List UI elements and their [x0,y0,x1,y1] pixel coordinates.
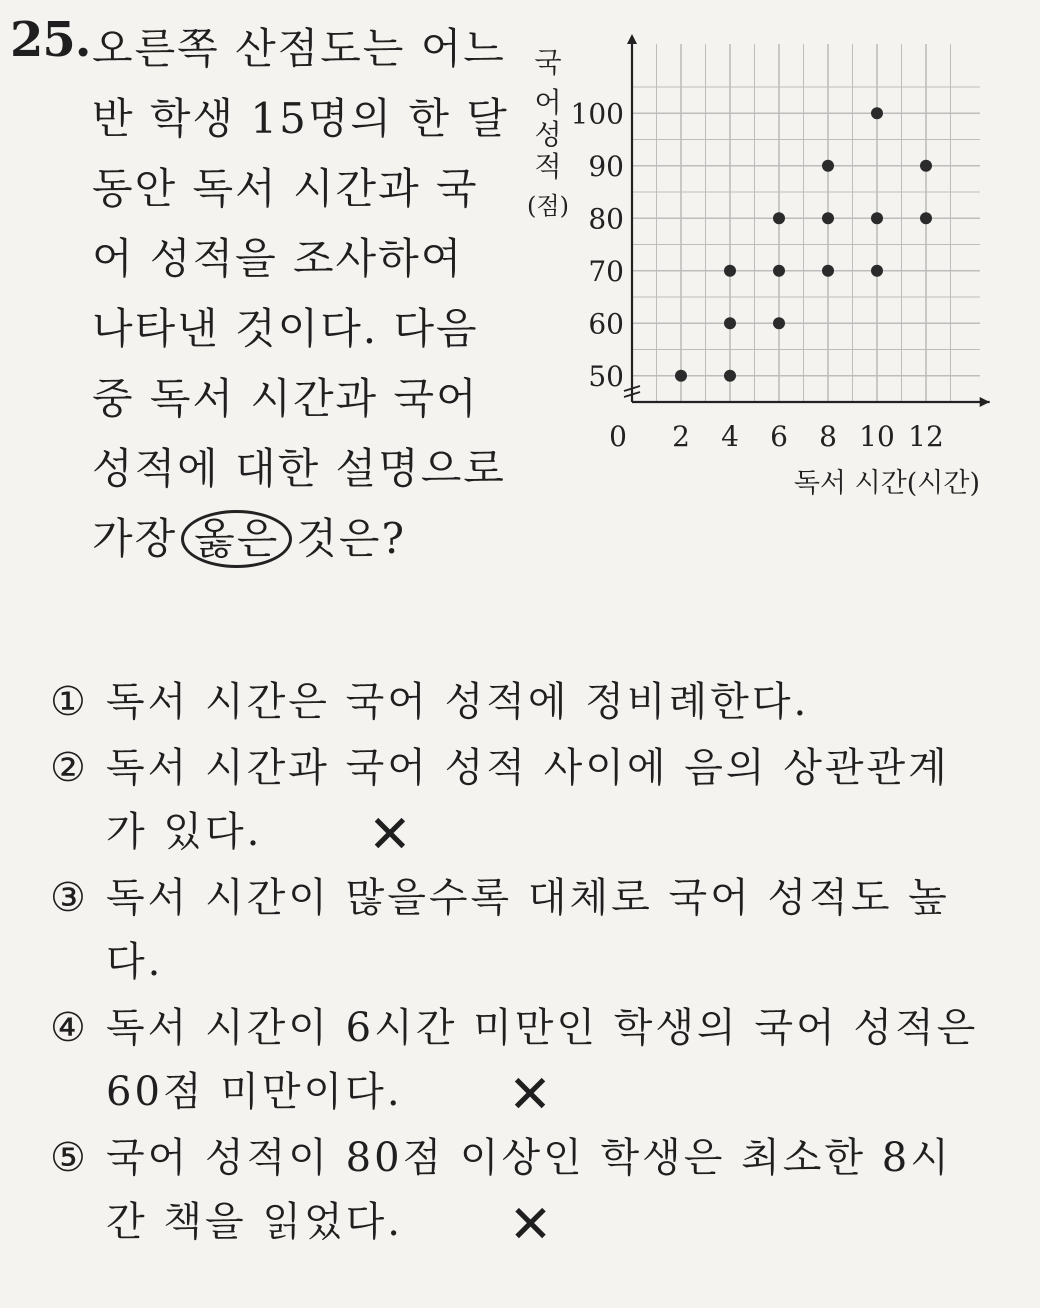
x-tick-label: 8 [819,420,837,453]
y-axis-label-char: 국 [534,46,562,79]
data-point [773,265,785,277]
y-axis-arrow [627,34,637,44]
answer-options [50,670,1010,1256]
stem-line: 어 성적을 조사하여 [92,234,464,283]
option-number: ③ [50,875,86,921]
y-axis-label-char: 성 [534,118,562,151]
x-tick-label: 10 [859,420,895,453]
stem-line: 동안 독서 시간과 국 [92,164,479,213]
option-1[interactable] [50,670,1010,734]
stem-line: 오른쪽 산점도는 어느 [92,24,506,73]
data-point [822,160,834,172]
option-3[interactable] [50,866,1010,994]
question-number: 25. [10,12,91,68]
option-2[interactable] [50,736,1010,864]
data-point [920,212,932,224]
x-axis-label: 독서 시간(시간) [793,468,980,499]
option-text [106,1126,1010,1254]
stem-line: 나타낸 것이다. 다음 [92,304,479,353]
data-point [724,370,736,382]
data-point [920,160,932,172]
data-point [822,212,834,224]
x-tick-label: 2 [672,420,690,453]
x-tick-label: 0 [609,420,627,453]
circled-word: 옳은 [181,510,292,568]
data-point [871,212,883,224]
option-text-line1: 독서 시간과 국어 성적 사이에 음의 상관관계 [106,745,950,791]
stem-suffix: 것은? [296,514,406,563]
option-text [106,996,1010,1124]
data-point [675,370,687,382]
data-point [871,265,883,277]
stem-last-line [92,504,532,574]
x-tick-label: 6 [770,420,788,453]
stem-line: 반 학생 15명의 한 달 [92,94,509,143]
data-point [773,317,785,329]
x-tick-label: 4 [721,420,739,453]
data-point [871,107,883,119]
question-stem [92,14,532,574]
option-text-line1: 독서 시간이 많을수록 대체로 국어 성적도 높 [106,875,950,921]
option-text-line2: 다. [106,939,164,985]
option-text-line2: 간 책을 읽었다. [106,1199,403,1245]
option-text-line2: 가 있다. [106,809,263,855]
option-number: ② [50,745,86,791]
y-axis-label-char: 적 [534,150,562,183]
option-5[interactable] [50,1126,1010,1254]
option-text: 독서 시간은 국어 성적에 정비례한다. [106,679,810,725]
data-point [724,265,736,277]
option-number: ⑤ [50,1135,86,1181]
scatter-svg [520,30,1020,510]
data-point [773,212,785,224]
scatter-chart [520,30,1020,510]
y-tick-label: 90 [588,149,624,183]
data-point [724,317,736,329]
y-tick-label: 80 [588,202,624,236]
y-tick-label: 100 [570,97,624,131]
x-tick-label: 12 [908,420,944,453]
data-point [822,265,834,277]
stem-line: 중 독서 시간과 국어 [92,374,479,423]
y-tick-label: 70 [588,254,624,288]
handwritten-x-mark: ✕ [508,1065,555,1125]
y-axis-label-char: (점) [527,192,569,220]
stem-prefix: 가장 [92,514,178,563]
handwritten-x-mark: ✕ [368,805,415,865]
option-text-line2: 60점 미만이다. [106,1069,403,1115]
y-axis-label-char: 어 [534,86,562,119]
option-number: ① [50,679,86,725]
option-text-line1: 국어 성적이 80점 이상인 학생은 최소한 8시 [106,1135,952,1181]
stem-line: 성적에 대한 설명으로 [92,444,506,493]
option-text-line1: 독서 시간이 6시간 미만인 학생의 국어 성적은 [106,1005,979,1051]
x-axis-arrow [980,397,990,407]
option-text [106,866,1010,994]
y-tick-label: 60 [588,307,624,341]
option-number: ④ [50,1005,86,1051]
handwritten-x-mark: ✕ [508,1195,556,1255]
y-tick-label: 50 [588,359,624,393]
option-4[interactable] [50,996,1010,1124]
option-text [106,736,1010,864]
